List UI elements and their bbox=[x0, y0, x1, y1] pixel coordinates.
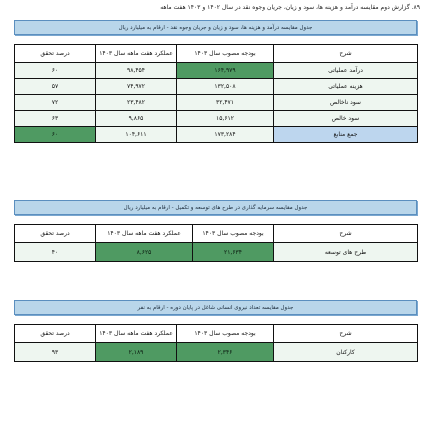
cell-description: طرح های توسعه bbox=[274, 243, 418, 262]
table-row bbox=[15, 243, 418, 262]
section2-table bbox=[14, 224, 418, 262]
cell-actual: ۷۴,۹۷۲ bbox=[96, 79, 177, 95]
cell-budget: ۱۳۲,۵۰۸ bbox=[177, 79, 274, 95]
cell-budget: ۲۱,۶۳۴ bbox=[193, 243, 274, 262]
cell-actual: ۲۳,۴۸۲ bbox=[96, 95, 177, 111]
cell-actual: ۹,۸۶۵ bbox=[96, 111, 177, 127]
cell-percent: ۶۰ bbox=[15, 63, 96, 79]
section1-table bbox=[14, 44, 418, 143]
cell-description: کارکنان bbox=[274, 343, 418, 362]
cell-percent: ۹۳ bbox=[15, 343, 96, 362]
cell-description: جمع منابع bbox=[274, 127, 418, 143]
cell-percent: ۶۰ bbox=[15, 127, 96, 143]
col-header-actual: عملکرد هفت ماهه سال ۱۴۰۳ bbox=[96, 325, 177, 343]
table-row bbox=[15, 95, 418, 111]
cell-budget: ۲,۳۴۶ bbox=[177, 343, 274, 362]
col-header-actual: عملکرد هفت ماهه سال ۱۴۰۳ bbox=[96, 225, 193, 243]
cell-actual: ۸,۶۲۵ bbox=[96, 243, 193, 262]
cell-budget: ۱۷۳,۲۸۴ bbox=[177, 127, 274, 143]
section3-table bbox=[14, 324, 418, 362]
cell-description: سود خالص bbox=[274, 111, 418, 127]
col-header-percent: درصد تحقق bbox=[15, 325, 96, 343]
col-header-description: شرح bbox=[274, 325, 418, 343]
cell-description: هزینه عملیاتی bbox=[274, 79, 418, 95]
cell-description: سود ناخالص bbox=[274, 95, 418, 111]
col-header-percent: درصد تحقق bbox=[15, 225, 96, 243]
cell-percent: ۵۷ bbox=[15, 79, 96, 95]
section3-banner: جدول مقایسه تعداد نیروی انسانی شاغل در پایان دوره - ارقام به نفر bbox=[14, 300, 417, 315]
col-header-budget: بودجه مصوب سال ۱۴۰۳ bbox=[193, 225, 274, 243]
col-header-description: شرح bbox=[274, 225, 418, 243]
cell-percent: ۴۰ bbox=[15, 243, 96, 262]
table-row bbox=[15, 79, 418, 95]
col-header-actual: عملکرد هفت ماهه سال ۱۴۰۳ bbox=[96, 45, 177, 63]
table-row bbox=[15, 127, 418, 143]
section2-banner: جدول مقایسه سرمایه گذاری در طرح های توسعه و تکمیل - ارقام به میلیارد ریال bbox=[14, 200, 417, 215]
table-row bbox=[15, 111, 418, 127]
cell-actual: ۱۰۴,۶۱۱ bbox=[96, 127, 177, 143]
cell-budget: ۱۵,۶۱۲ bbox=[177, 111, 274, 127]
col-header-percent: درصد تحقق bbox=[15, 45, 96, 63]
cell-budget: ۳۲,۴۷۱ bbox=[177, 95, 274, 111]
table-row bbox=[15, 343, 418, 362]
col-header-description: شرح bbox=[274, 45, 418, 63]
col-header-budget: بودجه مصوب سال ۱۴۰۳ bbox=[177, 45, 274, 63]
cell-percent: ۶۳ bbox=[15, 111, 96, 127]
cell-description: درآمد عملیاتی bbox=[274, 63, 418, 79]
page-title: ۸۹. گزارش دوم مقایسه درآمد و هزینه ها، سود و زیان، جریان وجوه نقد در سال ۱۴۰۲ و ۱۴۰۳ هفت ماهه bbox=[160, 4, 420, 11]
cell-actual: ۹۸,۴۵۴ bbox=[96, 63, 177, 79]
table-row bbox=[15, 63, 418, 79]
col-header-budget: بودجه مصوب سال ۱۴۰۳ bbox=[177, 325, 274, 343]
section1-banner: جدول مقایسه درآمد و هزینه ها، سود و زیان و جریان وجوه نقد - ارقام به میلیارد ریال bbox=[14, 20, 417, 35]
cell-budget: ۱۶۴,۹۷۹ bbox=[177, 63, 274, 79]
cell-actual: ۲,۱۸۹ bbox=[96, 343, 177, 362]
cell-percent: ۷۲ bbox=[15, 95, 96, 111]
